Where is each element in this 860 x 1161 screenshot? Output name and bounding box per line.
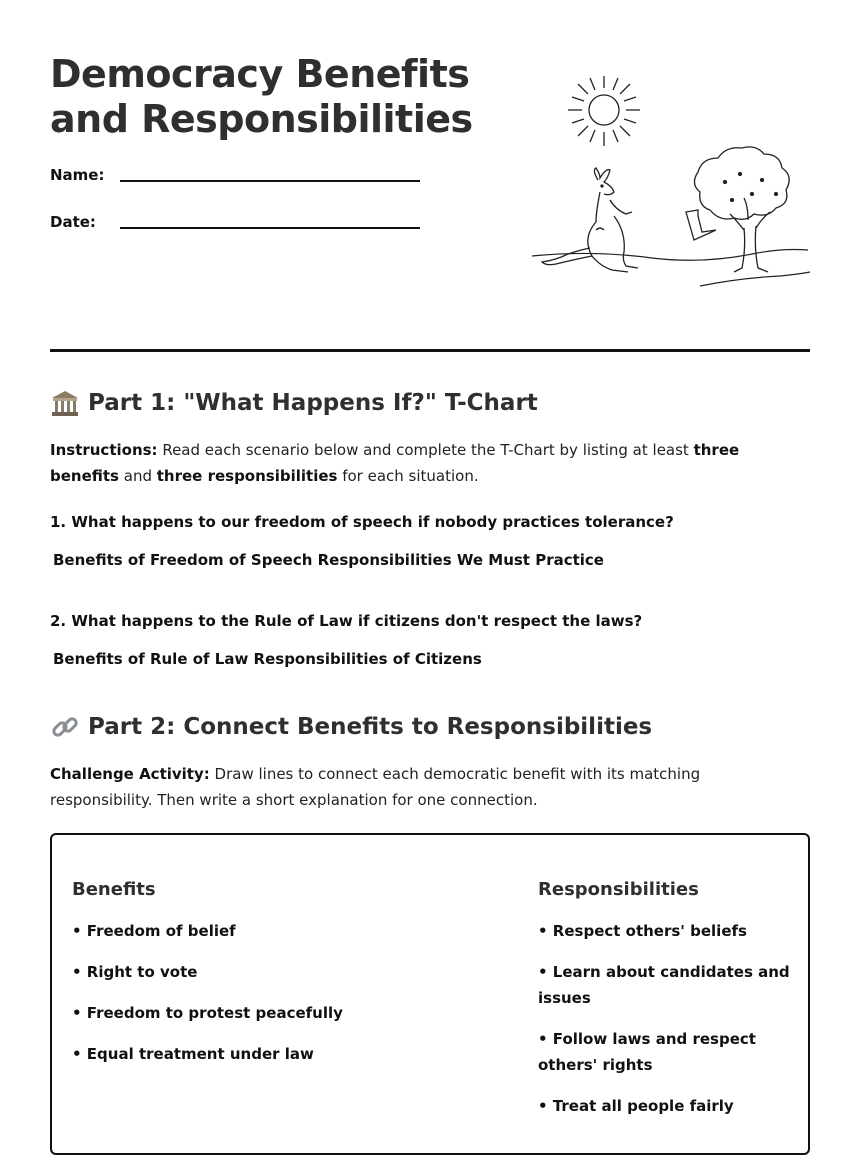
date-field <box>50 213 120 231</box>
instructions-text: and <box>118 467 157 485</box>
instructions-text: Read each scenario below and complete the T-Chart by listing at least <box>157 441 694 459</box>
part1-heading-text: Part 1: "What Happens If?" T-Chart <box>88 390 538 416</box>
challenge-text: Draw lines to connect each democratic benefit with its matching responsibility. Then write a short explanation for one connection. <box>50 765 701 809</box>
kangaroo-icon <box>542 168 638 272</box>
responsibility-item[interactable]: • Treat all people fairly <box>538 1097 734 1115</box>
responsibility-item[interactable]: • Respect others' beliefs <box>538 922 747 940</box>
challenge-label: Challenge Activity: <box>50 765 210 783</box>
benefit-item[interactable]: • Right to vote <box>72 963 198 981</box>
question-1: 1. What happens to our freedom of speech if nobody practices tolerance? <box>50 513 674 531</box>
tchart-2-headers <box>53 650 482 668</box>
benefit-item[interactable]: • Freedom to protest peacefully <box>72 1004 343 1022</box>
tree-icon <box>694 147 789 272</box>
part1-heading <box>50 388 538 418</box>
classical-building-icon <box>50 388 80 418</box>
benefit-item[interactable]: • Equal treatment under law <box>72 1045 314 1063</box>
part2-heading-text: Part 2: Connect Benefits to Responsibilities <box>88 714 653 740</box>
question-2: 2. What happens to the Rule of Law if citizens don't respect the laws? <box>50 612 643 630</box>
part2-heading <box>50 712 652 742</box>
name-field <box>50 166 120 184</box>
part1-instructions <box>50 437 800 489</box>
responsibilities-title: Responsibilities <box>538 879 699 900</box>
benefits-column <box>72 879 512 1082</box>
instructions-emphasis-benefits: three benefits <box>50 441 740 485</box>
date-label: Date: <box>50 213 96 231</box>
name-blank-line[interactable] <box>120 180 420 182</box>
tchart-1-headers <box>53 551 604 569</box>
ground-lines <box>532 250 810 287</box>
part2-challenge <box>50 761 800 813</box>
tchart-1-col-right: Responsibilities We Must Practice <box>317 551 604 569</box>
tchart-2-col-left: Benefits of Rule of Law <box>53 650 249 668</box>
instructions-label: Instructions: <box>50 441 158 459</box>
tchart-1-col-left: Benefits of Freedom of Speech <box>53 551 313 569</box>
benefits-title: Benefits <box>72 879 156 900</box>
sun-icon <box>568 76 640 146</box>
benefit-item[interactable]: • Freedom of belief <box>72 922 236 940</box>
kangaroo-landscape-illustration <box>530 70 815 300</box>
instructions-text: for each situation. <box>337 467 479 485</box>
connect-activity-box <box>50 833 810 1155</box>
page-title: Democracy Benefits and Responsibilities <box>50 52 473 141</box>
responsibility-item[interactable]: • Follow laws and respect others' rights <box>538 1030 756 1074</box>
responsibilities-column <box>538 879 798 1134</box>
date-blank-line[interactable] <box>120 227 420 229</box>
tchart-2-col-right: Responsibilities of Citizens <box>253 650 482 668</box>
header-divider <box>50 349 810 352</box>
responsibility-item[interactable]: • Learn about candidates and issues <box>538 963 790 1007</box>
name-label: Name: <box>50 166 105 184</box>
link-icon <box>50 712 80 742</box>
instructions-emphasis-responsibilities: three responsibilities <box>156 467 338 485</box>
boomerang-icon <box>686 210 716 240</box>
